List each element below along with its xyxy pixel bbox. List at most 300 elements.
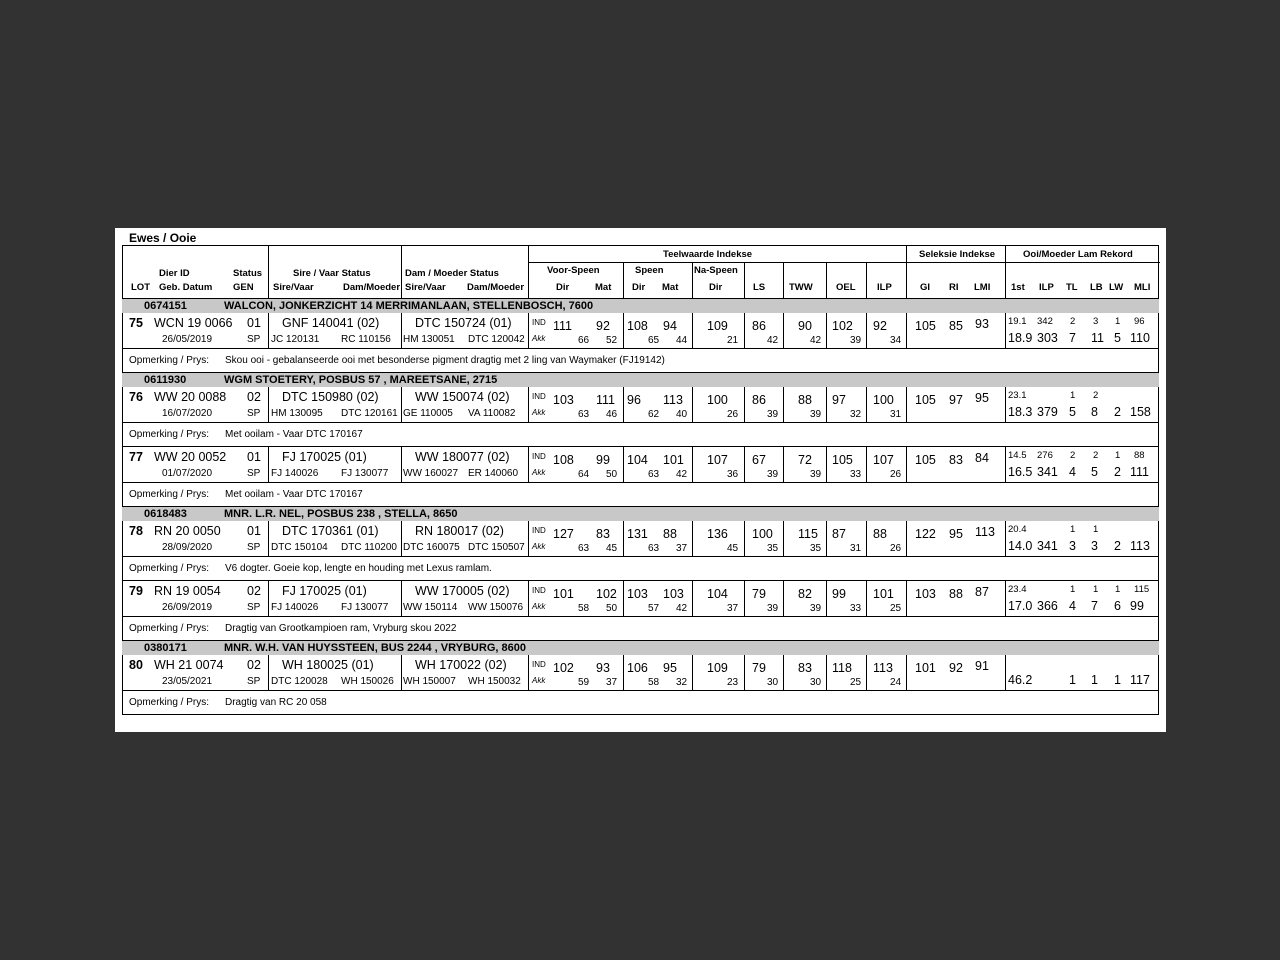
cell-ri: 95	[949, 527, 963, 541]
cell-dam-sire: DTC 160075	[403, 542, 460, 553]
cell-lot: 77	[129, 450, 143, 464]
cell-ri: 88	[949, 587, 963, 601]
akk-label: Akk	[532, 602, 546, 611]
cell-vs-dir-akk: 63	[578, 543, 590, 554]
header-voor-speen: Voor-Speen	[547, 265, 600, 276]
lot-row	[122, 313, 1159, 349]
cell-ilp: 100	[873, 393, 894, 407]
cell-vs-mat-akk: 45	[606, 543, 618, 554]
cell-sp-mat-akk: 37	[676, 543, 688, 554]
cell-lmi: 84	[975, 451, 989, 465]
cell-gen: 01	[247, 316, 261, 330]
cell-vs-dir: 103	[553, 393, 574, 407]
header-gen: GEN	[233, 282, 254, 293]
cell-r2-ilp: 366	[1037, 599, 1058, 613]
cell-lot: 80	[129, 658, 143, 672]
cell-ls-akk: 42	[767, 335, 779, 346]
cell-gi: 105	[915, 393, 936, 407]
farm-code: 0380171	[144, 642, 187, 654]
cell-ls: 79	[752, 661, 766, 675]
cell-r1-first: 19.1	[1008, 316, 1027, 327]
cell-vs-mat: 83	[596, 527, 610, 541]
cell-gen: 01	[247, 524, 261, 538]
cell-r1-tl: 2	[1070, 450, 1076, 461]
cell-lmi: 91	[975, 659, 989, 673]
cell-oel: 97	[832, 393, 846, 407]
cell-gi: 122	[915, 527, 936, 541]
cell-r2-ilp: 341	[1037, 539, 1058, 553]
cell-id: RN 19 0054	[154, 584, 221, 598]
lot-table	[122, 245, 1159, 715]
header-tww: TWW	[789, 282, 813, 293]
cell-oel-akk: 39	[850, 335, 862, 346]
cell-date: 26/09/2019	[162, 602, 213, 613]
cell-vs-mat: 92	[596, 319, 610, 333]
ind-label: IND	[532, 392, 546, 401]
cell-r1-lb: 3	[1093, 316, 1099, 327]
cell-lot: 78	[129, 524, 143, 538]
cell-tww-akk: 39	[810, 469, 822, 480]
cell-r2-mli: 158	[1130, 405, 1151, 419]
cell-gen: 02	[247, 584, 261, 598]
cell-r2-tl: 4	[1069, 465, 1076, 479]
cell-r1-mli: 96	[1134, 316, 1145, 327]
cell-oel-akk: 31	[850, 543, 862, 554]
cell-r2-lb: 11	[1091, 331, 1104, 345]
remark-row	[122, 617, 1159, 641]
cell-sire-sire: DTC 120028	[271, 676, 328, 687]
cell-id: WH 21 0074	[154, 658, 224, 672]
header-ilp: ILP	[877, 282, 892, 293]
cell-date: 23/05/2021	[162, 676, 213, 687]
header-teelwaarde: Teelwaarde Indekse	[663, 249, 753, 260]
cell-r2-first: 18.9	[1008, 331, 1033, 345]
remark-row	[122, 483, 1159, 507]
cell-r2-lw: 2	[1114, 465, 1121, 479]
header-gi: GI	[920, 282, 931, 293]
cell-r2-ilp: 303	[1037, 331, 1058, 345]
header-ns-dir: Dir	[709, 282, 723, 293]
cell-lmi: 113	[975, 525, 995, 539]
cell-ri: 85	[949, 319, 963, 333]
header-lw: LW	[1109, 282, 1124, 293]
akk-label: Akk	[532, 542, 546, 551]
cell-dam: WW 170005 (02)	[415, 584, 510, 598]
cell-r1-ilp: 276	[1037, 450, 1053, 461]
cell-ilp-akk: 34	[890, 335, 902, 346]
cell-id: WW 20 0088	[154, 390, 227, 404]
header-oel: OEL	[836, 282, 856, 293]
cell-oel-akk: 25	[850, 677, 862, 688]
cell-tww: 83	[798, 661, 812, 675]
cell-oel: 118	[832, 661, 852, 675]
cell-r1-lb: 2	[1093, 450, 1099, 461]
cell-sp-dir-akk: 57	[648, 603, 660, 614]
header-tl: TL	[1066, 282, 1078, 293]
cell-tww-akk: 42	[810, 335, 822, 346]
cell-sire-dam: FJ 130077	[341, 468, 389, 479]
cell-dam-sire: WW 160027	[403, 468, 459, 479]
cell-vs-dir: 108	[553, 453, 574, 467]
cell-r2-lb: 5	[1091, 465, 1098, 479]
cell-r2-lw: 2	[1114, 405, 1121, 419]
cell-ns-dir-akk: 37	[727, 603, 739, 614]
cell-dam-dam: ER 140060	[468, 468, 519, 479]
cell-ls: 100	[752, 527, 773, 541]
cell-oel: 87	[832, 527, 846, 541]
cell-r2-tl: 7	[1069, 331, 1076, 345]
cell-sp-dir: 103	[627, 587, 648, 601]
cell-date: 26/05/2019	[162, 334, 213, 345]
cell-date: 28/09/2020	[162, 542, 213, 553]
cell-ns-dir: 109	[707, 661, 728, 675]
lot-row	[122, 521, 1159, 557]
cell-ls-akk: 39	[767, 603, 779, 614]
cell-r1-first: 23.1	[1008, 390, 1027, 401]
cell-sp-mat: 88	[663, 527, 677, 541]
cell-ilp-akk: 26	[890, 469, 902, 480]
cell-ilp-akk: 24	[890, 677, 902, 688]
farm-name: MNR. L.R. NEL, POSBUS 238 , STELLA, 8650	[224, 508, 458, 520]
header-na-speen: Na-Speen	[694, 265, 738, 276]
catalogue-page	[115, 228, 1166, 732]
cell-status: SP	[247, 602, 261, 613]
cell-status: SP	[247, 408, 261, 419]
cell-sire-dam: WH 150026	[341, 676, 394, 687]
cell-oel-akk: 33	[850, 603, 862, 614]
farm-name: WALCON, JONKERZICHT 14 MERRIMANLAAN, STELLENBOSCH, 7600	[224, 300, 594, 312]
ind-label: IND	[532, 318, 546, 327]
cell-status: SP	[247, 676, 261, 687]
cell-vs-dir-akk: 66	[578, 335, 590, 346]
cell-tww: 90	[798, 319, 812, 333]
lot-row	[122, 581, 1159, 617]
cell-gi: 105	[915, 319, 936, 333]
cell-ri: 83	[949, 453, 963, 467]
cell-r2-mli: 110	[1130, 331, 1150, 345]
cell-ns-dir-akk: 26	[727, 409, 739, 420]
cell-id: WCN 19 0066	[154, 316, 233, 330]
cell-tww-akk: 39	[810, 603, 822, 614]
cell-r1-first: 20.4	[1008, 524, 1027, 535]
cell-sp-dir-akk: 58	[648, 677, 660, 688]
cell-dam-sire: WW 150114	[403, 602, 458, 613]
cell-ri: 92	[949, 661, 963, 675]
header-sp-mat: Mat	[662, 282, 679, 293]
cell-sp-dir: 108	[627, 319, 648, 333]
cell-lot: 75	[129, 316, 143, 330]
cell-sp-mat-akk: 44	[676, 335, 688, 346]
cell-r1-lb: 1	[1093, 524, 1099, 535]
cell-ls: 67	[752, 453, 766, 467]
cell-sp-mat-akk: 42	[676, 603, 688, 614]
farm-header	[122, 373, 1159, 387]
cell-dam: WW 150074 (02)	[415, 390, 510, 404]
cell-r2-tl: 5	[1069, 405, 1076, 419]
cell-sp-dir-akk: 62	[648, 409, 660, 420]
header-ooi-rekord: Ooi/Moeder Lam Rekord	[1023, 249, 1133, 260]
cell-r1-lb: 1	[1093, 584, 1099, 595]
header-status: Status	[233, 268, 263, 279]
cell-r1-tl: 2	[1070, 316, 1076, 327]
remark-label: Opmerking / Prys:	[129, 429, 210, 440]
cell-r1-tl: 1	[1070, 524, 1076, 535]
farm-code: 0611930	[144, 374, 187, 386]
header-dam-status: Dam / Moeder Status	[405, 268, 499, 279]
akk-label: Akk	[532, 468, 546, 477]
cell-tww-akk: 35	[810, 543, 822, 554]
cell-sp-dir: 106	[627, 661, 648, 675]
cell-r2-lb: 7	[1091, 599, 1098, 613]
cell-gi: 101	[915, 661, 936, 675]
cell-dam: WW 180077 (02)	[415, 450, 510, 464]
ind-label: IND	[532, 586, 546, 595]
remark-text: Met ooilam - Vaar DTC 170167	[225, 429, 363, 440]
cell-sire-dam: RC 110156	[341, 334, 391, 345]
cell-r2-lw: 6	[1114, 599, 1121, 613]
cell-oel-akk: 32	[850, 409, 862, 420]
cell-sire-sire: JC 120131	[271, 334, 320, 345]
header-seleksie: Seleksie Indekse	[919, 249, 996, 260]
header-lot: LOT	[131, 282, 150, 293]
cell-vs-dir-akk: 64	[578, 469, 590, 480]
cell-vs-mat-akk: 50	[606, 603, 618, 614]
cell-sire-sire: DTC 150104	[271, 542, 328, 553]
cell-r1-first: 23.4	[1008, 584, 1027, 595]
cell-dam-dam: DTC 150507	[468, 542, 525, 553]
header-geb-datum: Geb. Datum	[159, 282, 213, 293]
header-mli: MLI	[1134, 282, 1151, 293]
cell-gi: 103	[915, 587, 936, 601]
cell-sire-sire: FJ 140026	[271, 602, 319, 613]
cell-vs-mat: 111	[596, 393, 616, 407]
cell-sire: FJ 170025 (01)	[282, 584, 367, 598]
cell-ls: 79	[752, 587, 766, 601]
cell-dam-sire: HM 130051	[403, 334, 455, 345]
cell-r2-first: 18.3	[1008, 405, 1033, 419]
cell-dam: WH 170022 (02)	[415, 658, 507, 672]
cell-vs-dir: 101	[553, 587, 574, 601]
header-sire-status: Sire / Vaar Status	[293, 268, 371, 279]
cell-sire: FJ 170025 (01)	[282, 450, 367, 464]
cell-vs-dir: 111	[553, 319, 573, 333]
cell-ilp-akk: 25	[890, 603, 902, 614]
cell-r2-tl: 1	[1069, 673, 1076, 687]
cell-r2-ilp: 341	[1037, 465, 1058, 479]
header-ls: LS	[753, 282, 766, 293]
cell-vs-mat-akk: 37	[606, 677, 618, 688]
farm-name: MNR. W.H. VAN HUYSSTEEN, BUS 2244 , VRYBURG, 8600	[224, 642, 526, 654]
cell-lot: 79	[129, 584, 143, 598]
cell-sp-dir-akk: 65	[648, 335, 660, 346]
cell-dam-dam: WW 150076	[468, 602, 524, 613]
cell-lmi: 87	[975, 585, 989, 599]
cell-sire-sire: HM 130095	[271, 408, 323, 419]
cell-dam-dam: VA 110082	[468, 408, 516, 419]
cell-ns-dir-akk: 21	[727, 335, 739, 346]
cell-r1-lw: 1	[1115, 450, 1121, 461]
cell-ilp: 101	[873, 587, 894, 601]
cell-sire-dam: DTC 120161	[341, 408, 398, 419]
remark-text: V6 dogter. Goeie kop, lengte en houding met Lexus ramlam.	[225, 563, 492, 574]
cell-sp-mat: 101	[663, 453, 684, 467]
cell-lot: 76	[129, 390, 143, 404]
cell-ls-akk: 39	[767, 409, 779, 420]
akk-label: Akk	[532, 408, 546, 417]
cell-vs-mat-akk: 46	[606, 409, 618, 420]
cell-sp-mat: 103	[663, 587, 684, 601]
header-dam-dam: Dam/Moeder	[467, 282, 525, 293]
header-vs-mat: Mat	[595, 282, 612, 293]
farm-code: 0618483	[144, 508, 187, 520]
cell-r2-lw: 5	[1114, 331, 1121, 345]
remark-row	[122, 557, 1159, 581]
cell-r1-mli: 88	[1134, 450, 1145, 461]
cell-oel: 102	[832, 319, 853, 333]
header-sp-dir: Dir	[632, 282, 646, 293]
ind-label: IND	[532, 660, 546, 669]
cell-sire-dam: DTC 110200	[341, 542, 397, 553]
cell-sp-mat-akk: 42	[676, 469, 688, 480]
cell-id: RN 20 0050	[154, 524, 221, 538]
cell-r2-lw: 2	[1114, 539, 1121, 553]
cell-ls-akk: 35	[767, 543, 779, 554]
cell-ns-dir: 100	[707, 393, 728, 407]
cell-r2-tl: 3	[1069, 539, 1076, 553]
cell-ns-dir: 104	[707, 587, 728, 601]
cell-ilp: 107	[873, 453, 894, 467]
header-sire-dam: Dam/Moeder	[343, 282, 401, 293]
cell-ls: 86	[752, 319, 766, 333]
cell-ns-dir: 109	[707, 319, 728, 333]
cell-r1-lw: 1	[1115, 584, 1121, 595]
cell-vs-dir: 102	[553, 661, 574, 675]
remark-text: Dragtig van Grootkampioen ram, Vryburg skou 2022	[225, 623, 457, 634]
cell-vs-mat: 99	[596, 453, 610, 467]
cell-ilp: 92	[873, 319, 887, 333]
cell-dam: RN 180017 (02)	[415, 524, 504, 538]
remark-row	[122, 423, 1159, 447]
cell-r1-first: 14.5	[1008, 450, 1027, 461]
remark-label: Opmerking / Prys:	[129, 489, 210, 500]
farm-name: WGM STOETERY, POSBUS 57 , MAREETSANE, 2715	[224, 374, 498, 386]
cell-sp-dir-akk: 63	[648, 469, 660, 480]
cell-sp-mat: 94	[663, 319, 677, 333]
ind-label: IND	[532, 526, 546, 535]
cell-sp-mat: 95	[663, 661, 677, 675]
cell-dam-sire: WH 150007	[403, 676, 456, 687]
cell-status: SP	[247, 334, 261, 345]
cell-sire: GNF 140041 (02)	[282, 316, 380, 330]
cell-status: SP	[247, 468, 261, 479]
cell-r2-first: 14.0	[1008, 539, 1033, 553]
cell-ls-akk: 30	[767, 677, 779, 688]
cell-vs-dir: 127	[553, 527, 574, 541]
cell-r2-lw: 1	[1114, 673, 1121, 687]
cell-dam-sire: GE 110005	[403, 408, 453, 419]
cell-ilp: 113	[873, 661, 893, 675]
cell-lmi: 93	[975, 317, 989, 331]
remark-row	[122, 349, 1159, 373]
cell-ilp-akk: 31	[890, 409, 902, 420]
remark-label: Opmerking / Prys:	[129, 623, 210, 634]
lot-row	[122, 447, 1159, 483]
header-vs-dir: Dir	[556, 282, 570, 293]
header-ri: RI	[949, 282, 959, 293]
cell-status: SP	[247, 542, 261, 553]
cell-vs-dir-akk: 63	[578, 409, 590, 420]
header-dier-id: Dier ID	[159, 268, 190, 279]
remark-row	[122, 691, 1159, 715]
akk-label: Akk	[532, 334, 546, 343]
farm-code: 0674151	[144, 300, 187, 312]
cell-id: WW 20 0052	[154, 450, 227, 464]
remark-label: Opmerking / Prys:	[129, 563, 210, 574]
cell-sire: DTC 150980 (02)	[282, 390, 379, 404]
cell-oel: 99	[832, 587, 846, 601]
lot-row	[122, 387, 1159, 423]
cell-vs-dir-akk: 58	[578, 603, 590, 614]
cell-vs-mat: 102	[596, 587, 617, 601]
cell-tww: 88	[798, 393, 812, 407]
cell-oel-akk: 33	[850, 469, 862, 480]
cell-r2-first: 17.0	[1008, 599, 1033, 613]
cell-date: 16/07/2020	[162, 408, 213, 419]
cell-sp-mat: 113	[663, 393, 683, 407]
cell-sp-mat-akk: 32	[676, 677, 688, 688]
remark-text: Met ooilam - Vaar DTC 170167	[225, 489, 363, 500]
cell-dam-dam: DTC 120042	[468, 334, 525, 345]
cell-ri: 97	[949, 393, 963, 407]
cell-ns-dir: 136	[707, 527, 728, 541]
cell-vs-mat-akk: 52	[606, 335, 618, 346]
cell-r1-mli: 115	[1134, 584, 1150, 595]
cell-r2-first: 46.2	[1008, 673, 1033, 687]
remark-text: Skou ooi - gebalanseerde ooi met besonderse pigment dragtig met 2 ling van Waymaker (FJ19142)	[225, 355, 665, 366]
cell-vs-mat-akk: 50	[606, 469, 618, 480]
header-sire-vaar: Sire/Vaar	[273, 282, 314, 293]
cell-sp-dir: 104	[627, 453, 648, 467]
cell-r2-mli: 99	[1130, 599, 1144, 613]
cell-ns-dir-akk: 45	[727, 543, 739, 554]
cell-r2-lb: 3	[1091, 539, 1098, 553]
header-lb: LB	[1090, 282, 1103, 293]
header-speen: Speen	[635, 265, 664, 276]
cell-tww-akk: 30	[810, 677, 822, 688]
ind-label: IND	[532, 452, 546, 461]
cell-date: 01/07/2020	[162, 468, 213, 479]
farm-header	[122, 299, 1159, 313]
cell-r1-lb: 2	[1093, 390, 1099, 401]
cell-tww-akk: 39	[810, 409, 822, 420]
header-rekord-ilp: ILP	[1039, 282, 1054, 293]
cell-r1-tl: 1	[1070, 390, 1076, 401]
cell-sp-dir: 96	[627, 393, 641, 407]
cell-r2-lb: 8	[1091, 405, 1098, 419]
cell-gen: 02	[247, 390, 261, 404]
cell-vs-mat: 93	[596, 661, 610, 675]
cell-tww: 72	[798, 453, 812, 467]
cell-r2-mli: 111	[1130, 465, 1150, 479]
header-lmi: LMI	[974, 282, 991, 293]
cell-r2-first: 16.5	[1008, 465, 1033, 479]
cell-r2-ilp: 379	[1037, 405, 1058, 419]
cell-r1-lw: 1	[1115, 316, 1121, 327]
cell-lmi: 95	[975, 391, 989, 405]
cell-vs-dir-akk: 59	[578, 677, 590, 688]
cell-ilp: 88	[873, 527, 887, 541]
cell-ilp-akk: 26	[890, 543, 902, 554]
